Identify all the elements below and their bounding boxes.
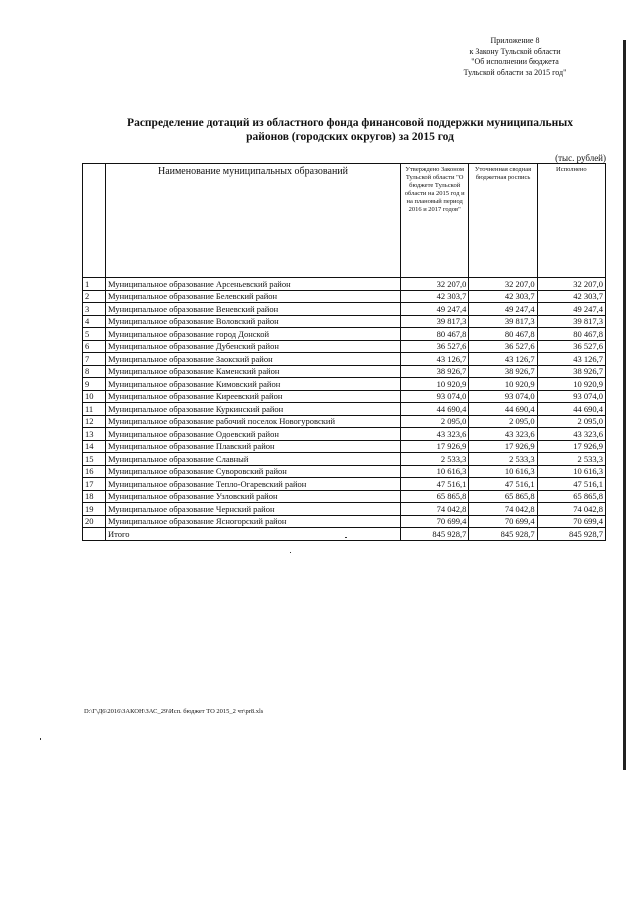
cell-num: 16 xyxy=(83,465,106,478)
table-row xyxy=(83,465,606,478)
cell-revised: 44 690,4 xyxy=(469,403,537,416)
cell-approved: 2 533,3 xyxy=(401,453,469,466)
cell-executed: 74 042,8 xyxy=(537,503,605,516)
cell-revised: 39 817,3 xyxy=(469,315,537,328)
table-row xyxy=(83,278,606,291)
cell-approved: 80 467,8 xyxy=(401,328,469,341)
cell-approved: 70 699,4 xyxy=(401,515,469,528)
cell-approved: 43 126,7 xyxy=(401,353,469,366)
cell-executed: 49 247,4 xyxy=(537,303,605,316)
table-row xyxy=(83,440,606,453)
header-num-cell xyxy=(83,164,106,278)
cell-executed: 65 865,8 xyxy=(537,490,605,503)
cell-name: Муниципальное образование Арсеньевский район xyxy=(106,278,401,291)
cell-executed: 80 467,8 xyxy=(537,328,605,341)
cell-name: Муниципальное образование Веневский район xyxy=(106,303,401,316)
table-row xyxy=(83,365,606,378)
cell-executed: 17 926,9 xyxy=(537,440,605,453)
table-row xyxy=(83,415,606,428)
table-header-row xyxy=(83,164,606,278)
cell-executed: 44 690,4 xyxy=(537,403,605,416)
cell-approved: 845 928,7 xyxy=(401,528,469,541)
cell-approved: 38 926,7 xyxy=(401,365,469,378)
cell-num: 12 xyxy=(83,415,106,428)
table-row xyxy=(83,453,606,466)
cell-name: Муниципальное образование Куркинский район xyxy=(106,403,401,416)
cell-approved: 17 926,9 xyxy=(401,440,469,453)
cell-num: 13 xyxy=(83,428,106,441)
header-executed: Исполнено xyxy=(537,164,605,278)
table-row xyxy=(83,515,606,528)
header-approved: Утверждено Законом Тульской области "О бюджете Тульской области на 2015 год и на плановый период 2016 и 2017 годов" xyxy=(401,164,469,278)
table-total-row xyxy=(83,528,606,541)
table-row xyxy=(83,390,606,403)
cell-name: Муниципальное образование Суворовский район xyxy=(106,465,401,478)
cell-revised: 10 616,3 xyxy=(469,465,537,478)
cell-approved: 93 074,0 xyxy=(401,390,469,403)
table-row xyxy=(83,353,606,366)
cell-num xyxy=(83,528,106,541)
cell-num: 9 xyxy=(83,378,106,391)
cell-approved: 36 527,6 xyxy=(401,340,469,353)
cell-approved: 2 095,0 xyxy=(401,415,469,428)
appendix-line-1: Приложение 8 xyxy=(490,36,540,45)
cell-name: Муниципальное образование Одоевский район xyxy=(106,428,401,441)
cell-name: Муниципальное образование Чернский район xyxy=(106,503,401,516)
cell-num: 6 xyxy=(83,340,106,353)
cell-revised: 74 042,8 xyxy=(469,503,537,516)
cell-approved: 44 690,4 xyxy=(401,403,469,416)
cell-name: Муниципальное образование Воловский район xyxy=(106,315,401,328)
cell-num: 14 xyxy=(83,440,106,453)
cell-name: Муниципальное образование рабочий поселок Новогуровский xyxy=(106,415,401,428)
table-row xyxy=(83,340,606,353)
table-row xyxy=(83,503,606,516)
cell-approved: 43 323,6 xyxy=(401,428,469,441)
table-row xyxy=(83,328,606,341)
table-row xyxy=(83,478,606,491)
cell-approved: 39 817,3 xyxy=(401,315,469,328)
table-row xyxy=(83,428,606,441)
cell-name: Муниципальное образование Тепло-Огаревский район xyxy=(106,478,401,491)
cell-num: 19 xyxy=(83,503,106,516)
header-revised: Уточненная сводная бюджетная роспись xyxy=(469,164,537,278)
appendix-line-4: Тульской области за 2015 год" xyxy=(463,67,567,77)
scan-speck xyxy=(345,537,347,538)
cell-num: 15 xyxy=(83,453,106,466)
cell-num: 17 xyxy=(83,478,106,491)
cell-executed: 43 323,6 xyxy=(537,428,605,441)
cell-approved: 74 042,8 xyxy=(401,503,469,516)
scan-edge-line xyxy=(623,40,626,770)
cell-num: 18 xyxy=(83,490,106,503)
table-row xyxy=(83,290,606,303)
cell-num: 4 xyxy=(83,315,106,328)
cell-name: Муниципальное образование город Донской xyxy=(106,328,401,341)
cell-revised: 65 865,8 xyxy=(469,490,537,503)
file-path-footer: D:\Г\Д6\2016\ЗАКОН\ЗАС_29\Исп. бюджет ТО 2015_2 чт\pr8.xls xyxy=(84,708,264,715)
table-row xyxy=(83,315,606,328)
cell-executed: 845 928,7 xyxy=(537,528,605,541)
table-row xyxy=(83,303,606,316)
cell-revised: 32 207,0 xyxy=(469,278,537,291)
cell-num: 5 xyxy=(83,328,106,341)
cell-executed: 10 616,3 xyxy=(537,465,605,478)
cell-approved: 10 920,9 xyxy=(401,378,469,391)
cell-approved: 10 616,3 xyxy=(401,465,469,478)
appendix-line-3: "Об исполнении бюджета xyxy=(471,57,559,66)
cell-approved: 47 516,1 xyxy=(401,478,469,491)
cell-revised: 43 126,7 xyxy=(469,353,537,366)
appendix-line-2: к Закону Тульской области xyxy=(469,46,561,56)
cell-revised: 17 926,9 xyxy=(469,440,537,453)
cell-num: 1 xyxy=(83,278,106,291)
cell-revised: 2 095,0 xyxy=(469,415,537,428)
cell-num: 3 xyxy=(83,303,106,316)
cell-num: 7 xyxy=(83,353,106,366)
cell-num: 11 xyxy=(83,403,106,416)
cell-executed: 32 207,0 xyxy=(537,278,605,291)
cell-revised: 93 074,0 xyxy=(469,390,537,403)
cell-executed: 2 533,3 xyxy=(537,453,605,466)
cell-approved: 42 303,7 xyxy=(401,290,469,303)
cell-name: Муниципальное образование Заокский район xyxy=(106,353,401,366)
cell-revised: 38 926,7 xyxy=(469,365,537,378)
cell-executed: 42 303,7 xyxy=(537,290,605,303)
cell-executed: 2 095,0 xyxy=(537,415,605,428)
document-title xyxy=(90,116,610,144)
cell-revised: 47 516,1 xyxy=(469,478,537,491)
table-row xyxy=(83,490,606,503)
cell-executed: 93 074,0 xyxy=(537,390,605,403)
scan-speck xyxy=(40,738,41,740)
cell-revised: 43 323,6 xyxy=(469,428,537,441)
cell-revised: 70 699,4 xyxy=(469,515,537,528)
table-row xyxy=(83,378,606,391)
table-row xyxy=(83,403,606,416)
cell-name: Муниципальное образование Плавский район xyxy=(106,440,401,453)
cell-revised: 49 247,4 xyxy=(469,303,537,316)
scan-speck xyxy=(290,552,291,553)
cell-name: Муниципальное образование Кимовский район xyxy=(106,378,401,391)
cell-approved: 32 207,0 xyxy=(401,278,469,291)
header-name: Наименование муниципальных образований xyxy=(106,164,401,278)
cell-name: Муниципальное образование Дубенский район xyxy=(106,340,401,353)
cell-name: Итого xyxy=(106,528,401,541)
cell-name: Муниципальное образование Белевский район xyxy=(106,290,401,303)
cell-num: 8 xyxy=(83,365,106,378)
cell-revised: 42 303,7 xyxy=(469,290,537,303)
appendix-block xyxy=(420,36,610,78)
cell-revised: 80 467,8 xyxy=(469,328,537,341)
title-line-1: Распределение дотаций из областного фонда финансовой поддержки муниципальных xyxy=(127,117,573,129)
cell-executed: 39 817,3 xyxy=(537,315,605,328)
cell-revised: 845 928,7 xyxy=(469,528,537,541)
title-line-2: районов (городских округов) за 2015 год xyxy=(246,131,454,143)
units-label: (тыс. рублей) xyxy=(555,153,606,163)
cell-name: Муниципальное образование Каменский район xyxy=(106,365,401,378)
cell-num: 2 xyxy=(83,290,106,303)
cell-executed: 38 926,7 xyxy=(537,365,605,378)
cell-revised: 36 527,6 xyxy=(469,340,537,353)
cell-revised: 10 920,9 xyxy=(469,378,537,391)
cell-executed: 70 699,4 xyxy=(537,515,605,528)
cell-num: 20 xyxy=(83,515,106,528)
cell-executed: 43 126,7 xyxy=(537,353,605,366)
cell-executed: 10 920,9 xyxy=(537,378,605,391)
subsidy-table xyxy=(82,163,606,541)
cell-approved: 65 865,8 xyxy=(401,490,469,503)
cell-name: Муниципальное образование Славный xyxy=(106,453,401,466)
cell-revised: 2 533,3 xyxy=(469,453,537,466)
cell-name: Муниципальное образование Узловский район xyxy=(106,490,401,503)
cell-approved: 49 247,4 xyxy=(401,303,469,316)
cell-name: Муниципальное образование Ясногорский район xyxy=(106,515,401,528)
cell-executed: 47 516,1 xyxy=(537,478,605,491)
cell-name: Муниципальное образование Киреевский район xyxy=(106,390,401,403)
cell-executed: 36 527,6 xyxy=(537,340,605,353)
cell-num: 10 xyxy=(83,390,106,403)
